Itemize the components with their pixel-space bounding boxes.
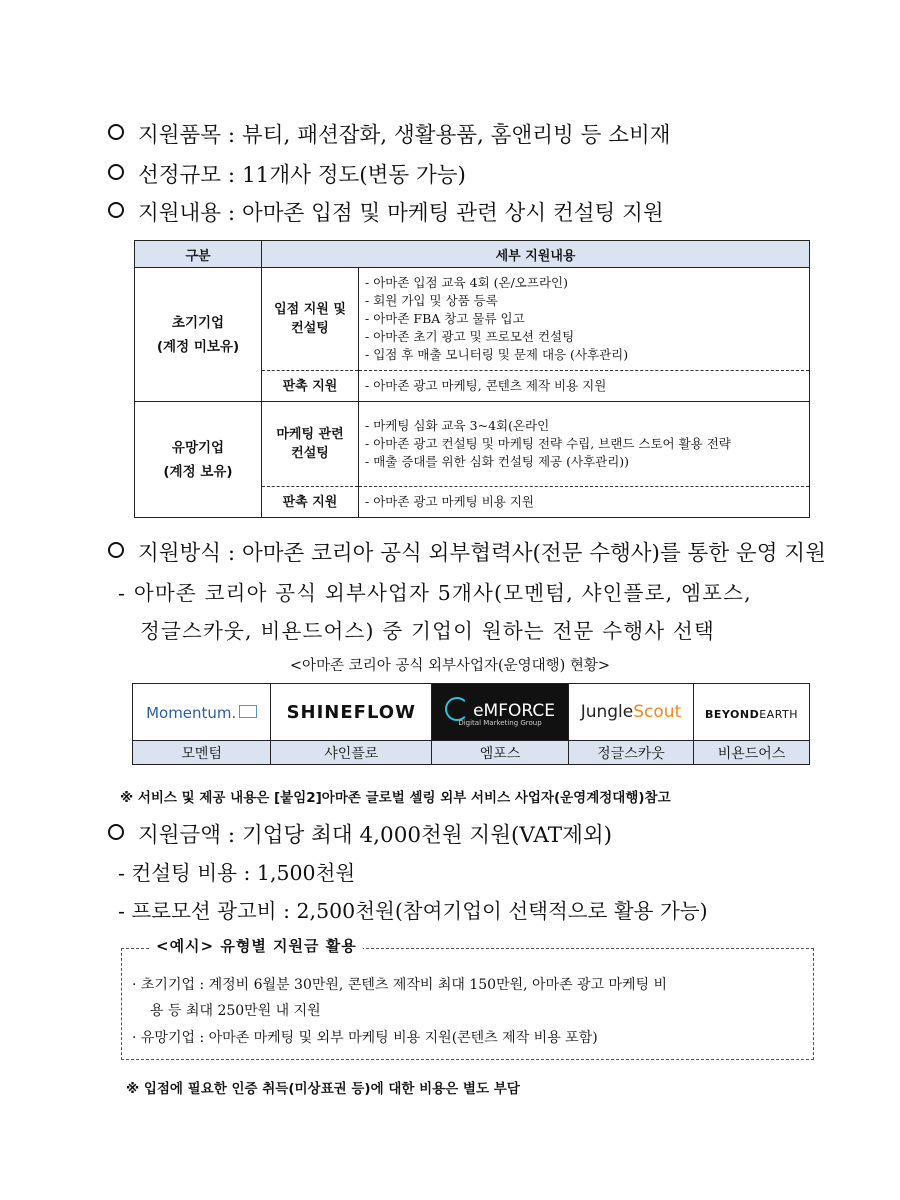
bullet-selection-scale bbox=[108, 158, 466, 189]
amount-consulting: - 컨설팅 비용 : 1,500천원 bbox=[118, 861, 356, 885]
category-sublabel: (계정 미보유) bbox=[156, 338, 240, 355]
subcategory-label: 컨설팅 bbox=[291, 321, 329, 336]
logo-momentum bbox=[133, 684, 271, 741]
table-row bbox=[135, 268, 810, 371]
bullet-support-amount bbox=[108, 818, 612, 849]
example-label: <예시> 유형별 지원금 활용 bbox=[150, 935, 363, 956]
detail-item: - 입점 후 매출 모니터링 및 문제 대응 (사후관리) bbox=[365, 347, 629, 362]
subcategory-marketing-consulting bbox=[262, 402, 359, 487]
detail-cell bbox=[359, 487, 810, 518]
bullet-text: 선정규모 : 11개사 정도(변동 가능) bbox=[138, 163, 466, 188]
emforce-ring-icon bbox=[445, 697, 469, 721]
partner-name: 엠포스 bbox=[432, 741, 569, 765]
detail-cell bbox=[359, 402, 810, 487]
bullet-support-content bbox=[108, 196, 664, 227]
amount-promotion: - 프로모션 광고비 : 2,500천원(참여기업이 선택적으로 활용 가능) bbox=[118, 899, 708, 923]
note-certification-cost: ※ 입점에 필요한 인증 취득(미상표권 등)에 대한 비용은 별도 부담 bbox=[126, 1081, 520, 1097]
partner-logo-table bbox=[132, 683, 810, 765]
bullet-text: 지원방식 : 아마존 코리아 공식 외부협력사(전문 수행사)를 통한 운영 지원 bbox=[138, 541, 826, 566]
logo-text: eMFORCE bbox=[473, 701, 555, 721]
logo-emforce bbox=[432, 684, 569, 741]
partner-name: 모멘텀 bbox=[133, 741, 271, 765]
subcategory-label: 컨설팅 bbox=[291, 446, 329, 461]
example-line: · 초기기업 : 계정비 6월분 30만원, 콘텐츠 제작비 최대 150만원, 아마존 광고 마케팅 비 bbox=[132, 977, 668, 993]
logo-text: Scout bbox=[633, 702, 682, 722]
logo-shineflow bbox=[271, 684, 432, 741]
logo-junglescout bbox=[568, 684, 693, 741]
subcategory-promotion: 판촉 지원 bbox=[262, 487, 359, 518]
method-detail-line2: 정글스카웃, 비욘드어스) 중 기업이 원하는 전문 수행사 선택 bbox=[140, 619, 715, 643]
header-category: 구분 bbox=[135, 241, 262, 268]
detail-item: - 아마존 입점 교육 4회 (온/오프라인) bbox=[365, 275, 568, 290]
logo-text: Momentum. bbox=[146, 703, 237, 722]
subcategory-label: 마케팅 관련 bbox=[276, 427, 344, 442]
logo-text: SHINEFLOW bbox=[286, 701, 416, 723]
circle-bullet-icon bbox=[108, 124, 124, 140]
category-sublabel: (계정 보유) bbox=[163, 463, 233, 480]
momentum-mark-icon bbox=[239, 705, 257, 718]
detail-item: - 회원 가입 및 상품 등록 bbox=[365, 293, 498, 308]
support-table bbox=[134, 240, 810, 518]
detail-cell bbox=[359, 371, 810, 402]
detail-item: - 아마존 광고 마케팅, 콘텐츠 제작 비용 지원 bbox=[365, 378, 607, 393]
bullet-text: 지원내용 : 아마존 입점 및 마케팅 관련 상시 컨설팅 지원 bbox=[138, 201, 664, 226]
circle-bullet-icon bbox=[108, 542, 124, 558]
partner-name: 샤인플로 bbox=[271, 741, 432, 765]
partner-name: 비욘드어스 bbox=[694, 741, 810, 765]
header-detail: 세부 지원내용 bbox=[262, 241, 810, 268]
bullet-text: 지원품목 : 뷰티, 패션잡화, 생활용품, 홈앤리빙 등 소비재 bbox=[138, 123, 671, 148]
bullet-text: 지원금액 : 기업당 최대 4,000천원 지원(VAT제외) bbox=[138, 823, 613, 848]
table-header-row bbox=[135, 241, 810, 268]
partner-name: 정글스카웃 bbox=[568, 741, 693, 765]
logo-row bbox=[133, 684, 810, 741]
category-label: 초기기업 bbox=[171, 314, 225, 331]
subcategory-promotion: 판촉 지원 bbox=[262, 371, 359, 402]
logos-caption: <아마존 코리아 공식 외부사업자(운영대행) 현황> bbox=[289, 658, 611, 674]
note-service-reference: ※ 서비스 및 제공 내용은 [붙임2]아마존 글로벌 셀링 외부 서비스 사업자(운영계정대행)참고 bbox=[120, 790, 671, 806]
logo-text: Jungle bbox=[580, 702, 634, 722]
circle-bullet-icon bbox=[108, 202, 124, 218]
detail-item: - 아마존 초기 광고 및 프로모션 컨설팅 bbox=[365, 329, 575, 344]
subcategory-entry-consulting bbox=[262, 268, 359, 371]
bullet-support-method bbox=[108, 536, 826, 567]
subcategory-label: 입점 지원 및 bbox=[274, 302, 346, 317]
detail-item: - 매출 증대를 위한 심화 컨설팅 제공 (사후관리)) bbox=[365, 454, 630, 469]
logo-text: BEYOND bbox=[705, 707, 760, 721]
logo-name-row bbox=[133, 741, 810, 765]
logo-subtext: Digital Marketing Group bbox=[458, 719, 542, 727]
category-early bbox=[135, 268, 262, 402]
detail-item: - 아마존 광고 컨설팅 및 마케팅 전략 수립, 브랜드 스토어 활용 전략 bbox=[365, 436, 731, 451]
detail-item: - 아마존 광고 마케팅 비용 지원 bbox=[365, 494, 534, 509]
detail-item: - 아마존 FBA 창고 물류 입고 bbox=[365, 311, 525, 326]
detail-cell bbox=[359, 268, 810, 371]
category-label: 유망기업 bbox=[171, 439, 225, 456]
bullet-support-items bbox=[108, 118, 671, 149]
category-promising bbox=[135, 402, 262, 518]
logo-text: EARTH bbox=[759, 707, 799, 721]
circle-bullet-icon bbox=[108, 164, 124, 180]
logo-beyondearth bbox=[694, 684, 810, 741]
table-row bbox=[135, 402, 810, 487]
method-detail-line1: - 아마존 코리아 공식 외부사업자 5개사(모멘텀, 샤인플로, 엠포스, bbox=[118, 581, 752, 605]
detail-item: - 마케팅 심화 교육 3~4회(온라인 bbox=[365, 418, 550, 433]
example-line: · 유망기업 : 아마존 마케팅 및 외부 마케팅 비용 지원(콘텐츠 제작 비용 포함) bbox=[132, 1030, 598, 1046]
circle-bullet-icon bbox=[108, 824, 124, 840]
example-line: 용 등 최대 250만원 내 지원 bbox=[150, 1003, 321, 1019]
